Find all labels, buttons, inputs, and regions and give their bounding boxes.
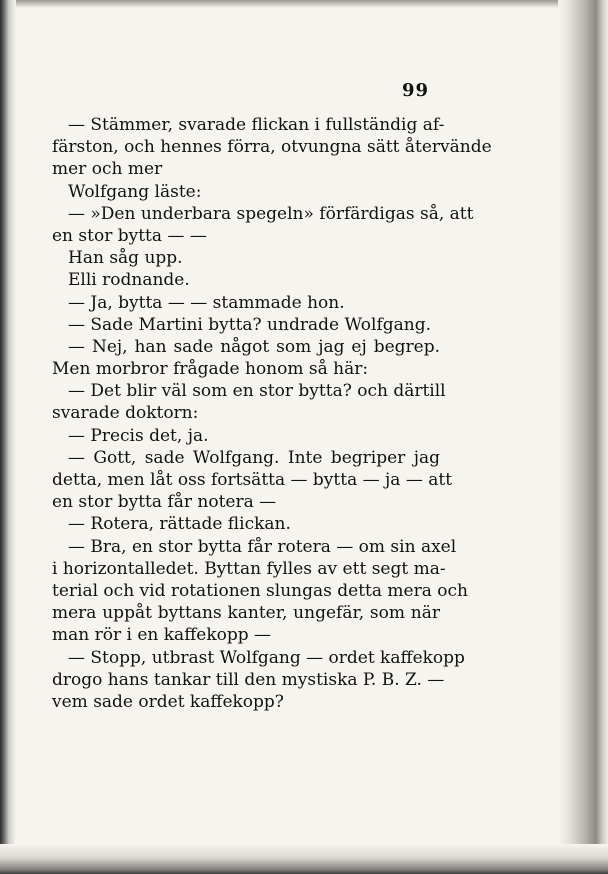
text-line: — »Den underbara spegeln» förfärdigas så, att xyxy=(68,203,474,224)
text-line: Wolfgang läste: xyxy=(68,181,202,202)
page-right-edge-shadow xyxy=(558,0,608,874)
text-line: — Stämmer, svarade flickan i fullständig af- xyxy=(68,115,445,135)
page-top-edge-shadow xyxy=(0,0,608,8)
text-line: Men morbror frågade honom så här: xyxy=(52,359,369,380)
text-line: — Gott, sade Wolfgang. Inte begriper jag xyxy=(68,447,440,468)
text-line: drogo hans tankar till den mystiska P. B. Z. — xyxy=(52,669,445,690)
text-line: — Rotera, rättade flickan. xyxy=(68,514,291,535)
text-line: — Nej, han sade något som jag ej begrep. xyxy=(68,336,440,357)
text-line: mer och mer xyxy=(52,159,163,180)
text-line: svarade doktorn: xyxy=(52,403,199,424)
text-line: — Ja, bytta — — stammade hon. xyxy=(68,292,345,313)
text-line: Han såg upp. xyxy=(68,248,183,269)
text-line: man rör i en kaffekopp — xyxy=(52,625,272,646)
text-line: i horizontalledet. Byttan fylles av ett segt ma- xyxy=(52,558,446,579)
body-text xyxy=(52,114,492,713)
text-line: en stor bytta får notera — xyxy=(52,492,277,513)
page-bottom-edge-shadow xyxy=(0,844,608,874)
text-line: detta, men låt oss fortsätta — bytta — ja — att xyxy=(52,470,453,490)
page-number: 99 xyxy=(402,80,430,101)
text-line: mera uppåt byttans kanter, ungefär, som när xyxy=(52,603,440,624)
text-line: Elli rodnande. xyxy=(68,270,190,291)
text-line: färston, och hennes förra, otvungna sätt återvände xyxy=(52,137,492,158)
page-left-edge-shadow xyxy=(0,0,16,874)
text-line: — Stopp, utbrast Wolfgang — ordet kaffekopp xyxy=(68,647,465,668)
text-line: — Det blir väl som en stor bytta? och därtill xyxy=(68,381,446,402)
text-line: vem sade ordet kaffekopp? xyxy=(52,691,284,712)
text-line: en stor bytta — — xyxy=(52,225,207,246)
text-line: terial och vid rotationen slungas detta mera och xyxy=(52,580,468,601)
text-line: — Bra, en stor bytta får rotera — om sin axel xyxy=(68,536,457,557)
text-line: — Precis det, ja. xyxy=(68,425,209,446)
text-line: — Sade Martini bytta? undrade Wolfgang. xyxy=(68,314,431,335)
